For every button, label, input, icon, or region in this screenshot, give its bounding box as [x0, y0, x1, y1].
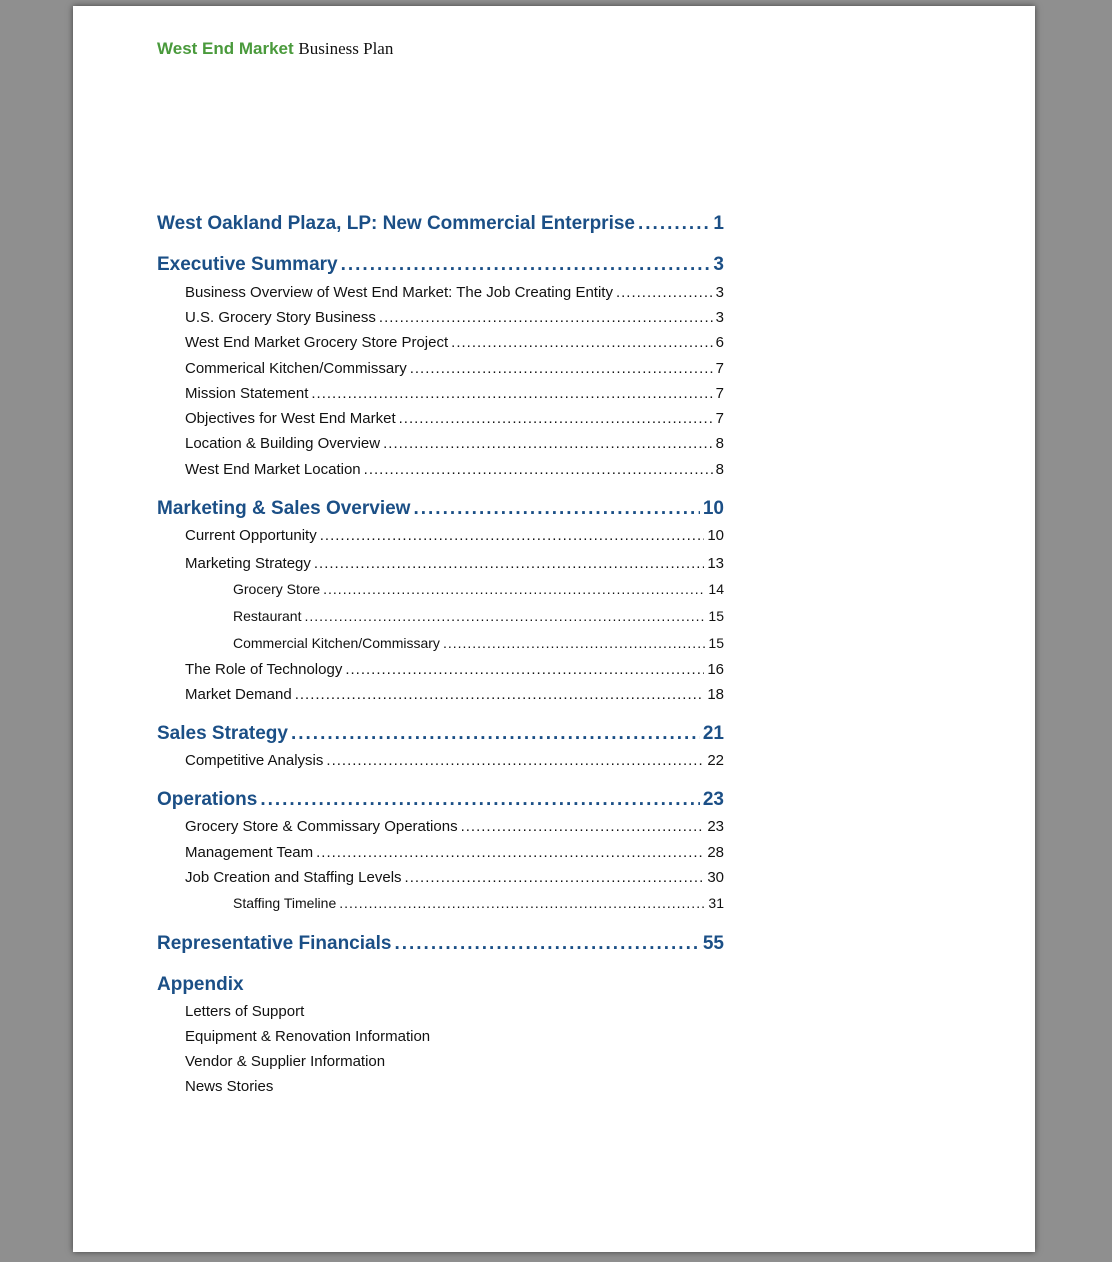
- leader-dots: [311, 385, 712, 402]
- toc-page-number: 10: [702, 498, 724, 519]
- leader-dots: [316, 844, 704, 861]
- toc-entry[interactable]: [185, 435, 724, 452]
- toc-page-number: 55: [702, 933, 724, 954]
- toc-entry[interactable]: [185, 752, 724, 769]
- toc-subentry[interactable]: [233, 635, 724, 651]
- leader-dots: [323, 581, 705, 597]
- toc-page-number: 16: [707, 661, 724, 678]
- leader-dots: [345, 661, 704, 678]
- toc-entry-label: Competitive Analysis: [185, 752, 324, 769]
- leader-dots: [320, 527, 705, 544]
- leader-dots: [326, 752, 704, 769]
- toc-entry-label: Grocery Store: [233, 581, 321, 597]
- leader-dots: [291, 723, 700, 745]
- toc-heading-label: Sales Strategy: [157, 723, 288, 744]
- toc-entry-label: The Role of Technology: [185, 661, 343, 678]
- leader-dots: [364, 461, 713, 478]
- leader-dots: [314, 555, 704, 572]
- toc-heading-plaza[interactable]: [157, 213, 724, 235]
- toc-entry-label: Mission Statement: [185, 385, 309, 402]
- toc-entry[interactable]: [185, 334, 724, 351]
- toc-page-number: 31: [708, 895, 724, 911]
- toc-heading-label: Representative Financials: [157, 933, 392, 954]
- toc-heading-label: Marketing & Sales Overview: [157, 498, 411, 519]
- toc-page-number: 28: [707, 844, 724, 861]
- leader-dots: [443, 635, 705, 651]
- toc-entry[interactable]: [185, 869, 724, 886]
- toc-entry[interactable]: [185, 555, 724, 572]
- toc-entry[interactable]: [185, 385, 724, 402]
- toc-heading-label: West Oakland Plaza, LP: New Commercial Enterprise: [157, 213, 635, 234]
- toc-heading-executive-summary[interactable]: [157, 254, 724, 276]
- toc-entry-label: Job Creation and Staffing Levels: [185, 869, 402, 886]
- toc-entry-label: Commercial Kitchen/Commissary: [233, 635, 440, 651]
- toc-page-number: 6: [715, 334, 724, 351]
- toc-page-number: 8: [715, 435, 724, 452]
- toc-page-number: 18: [707, 686, 724, 703]
- leader-dots: [304, 608, 705, 624]
- toc-entry[interactable]: [185, 309, 724, 326]
- running-header: [157, 39, 393, 59]
- toc-entry-label: Commerical Kitchen/Commissary: [185, 360, 407, 377]
- toc-heading-operations[interactable]: [157, 789, 724, 811]
- toc-entry[interactable]: [185, 661, 724, 678]
- toc-entry-label: Staffing Timeline: [233, 895, 337, 911]
- toc-page-number: 1: [713, 213, 724, 234]
- toc-entry[interactable]: [185, 461, 724, 478]
- toc-entry-label: Business Overview of West End Market: The Job Creating Entity: [185, 284, 613, 301]
- toc-page-number: 7: [715, 410, 724, 427]
- leader-dots: [339, 895, 705, 911]
- toc-page-number: 23: [702, 789, 724, 810]
- appendix-item[interactable]: Vendor & Supplier Information: [185, 1053, 386, 1070]
- leader-dots: [260, 789, 700, 811]
- document-page: [73, 6, 1035, 1252]
- toc-page-number: 3: [715, 309, 724, 326]
- toc-page-number: 3: [713, 254, 724, 275]
- toc-entry[interactable]: [185, 818, 724, 835]
- appendix-item[interactable]: Letters of Support: [185, 1003, 305, 1020]
- toc-heading-marketing[interactable]: [157, 498, 724, 520]
- leader-dots: [410, 360, 713, 377]
- toc-entry-label: Location & Building Overview: [185, 435, 381, 452]
- leader-dots: [341, 254, 711, 276]
- toc-page-number: 15: [708, 635, 724, 651]
- leader-dots: [405, 869, 705, 886]
- leader-dots: [295, 686, 705, 703]
- toc-subentry[interactable]: [233, 608, 724, 624]
- toc-entry-label: Marketing Strategy: [185, 555, 311, 572]
- toc-heading-label: Appendix: [157, 974, 244, 995]
- leader-dots: [394, 933, 699, 955]
- toc-entry[interactable]: [185, 360, 724, 377]
- toc-page-number: 10: [707, 527, 724, 544]
- toc-page-number: 7: [715, 385, 724, 402]
- toc-entry-label: Current Opportunity: [185, 527, 317, 544]
- toc-page-number: 13: [707, 555, 724, 572]
- toc-entry[interactable]: [185, 527, 724, 544]
- toc-entry[interactable]: [185, 410, 724, 427]
- toc-heading-label: Operations: [157, 789, 258, 810]
- toc-page-number: 15: [708, 608, 724, 624]
- toc-entry-label: Restaurant: [233, 608, 302, 624]
- leader-dots: [383, 435, 713, 452]
- toc-entry-label: West End Market Grocery Store Project: [185, 334, 449, 351]
- toc-page-number: 22: [707, 752, 724, 769]
- toc-page-number: 21: [702, 723, 724, 744]
- toc-entry-label: U.S. Grocery Story Business: [185, 309, 376, 326]
- toc-page-number: 30: [707, 869, 724, 886]
- toc-entry[interactable]: [185, 844, 724, 861]
- toc-entry-label: West End Market Location: [185, 461, 361, 478]
- header-brand: West End Market: [157, 39, 294, 58]
- appendix-item[interactable]: Equipment & Renovation Information: [185, 1028, 431, 1045]
- leader-dots: [413, 498, 699, 520]
- toc-entry-label: Market Demand: [185, 686, 292, 703]
- toc-entry-label: Grocery Store & Commissary Operations: [185, 818, 458, 835]
- toc-entry[interactable]: [185, 686, 724, 703]
- appendix-item[interactable]: News Stories: [185, 1078, 274, 1095]
- toc-page-number: 23: [707, 818, 724, 835]
- toc-heading-appendix[interactable]: [157, 974, 724, 996]
- toc-heading-financials[interactable]: [157, 933, 724, 955]
- toc-heading-label: Executive Summary: [157, 254, 338, 275]
- leader-dots: [616, 284, 713, 301]
- toc-subentry[interactable]: [233, 581, 724, 597]
- leader-dots: [451, 334, 713, 351]
- toc-subentry[interactable]: [233, 895, 724, 911]
- toc-entry[interactable]: [185, 284, 724, 301]
- toc-heading-sales-strategy[interactable]: [157, 723, 724, 745]
- toc-page-number: 3: [715, 284, 724, 301]
- toc-page-number: 8: [715, 461, 724, 478]
- leader-dots: [399, 410, 713, 427]
- toc-entry-label: Management Team: [185, 844, 314, 861]
- leader-dots: [638, 213, 710, 235]
- toc-entry-label: Objectives for West End Market: [185, 410, 396, 427]
- toc-page-number: 7: [715, 360, 724, 377]
- leader-dots: [461, 818, 705, 835]
- header-doc-title: Business Plan: [298, 39, 394, 58]
- leader-dots: [379, 309, 713, 326]
- toc-page-number: 14: [708, 581, 724, 597]
